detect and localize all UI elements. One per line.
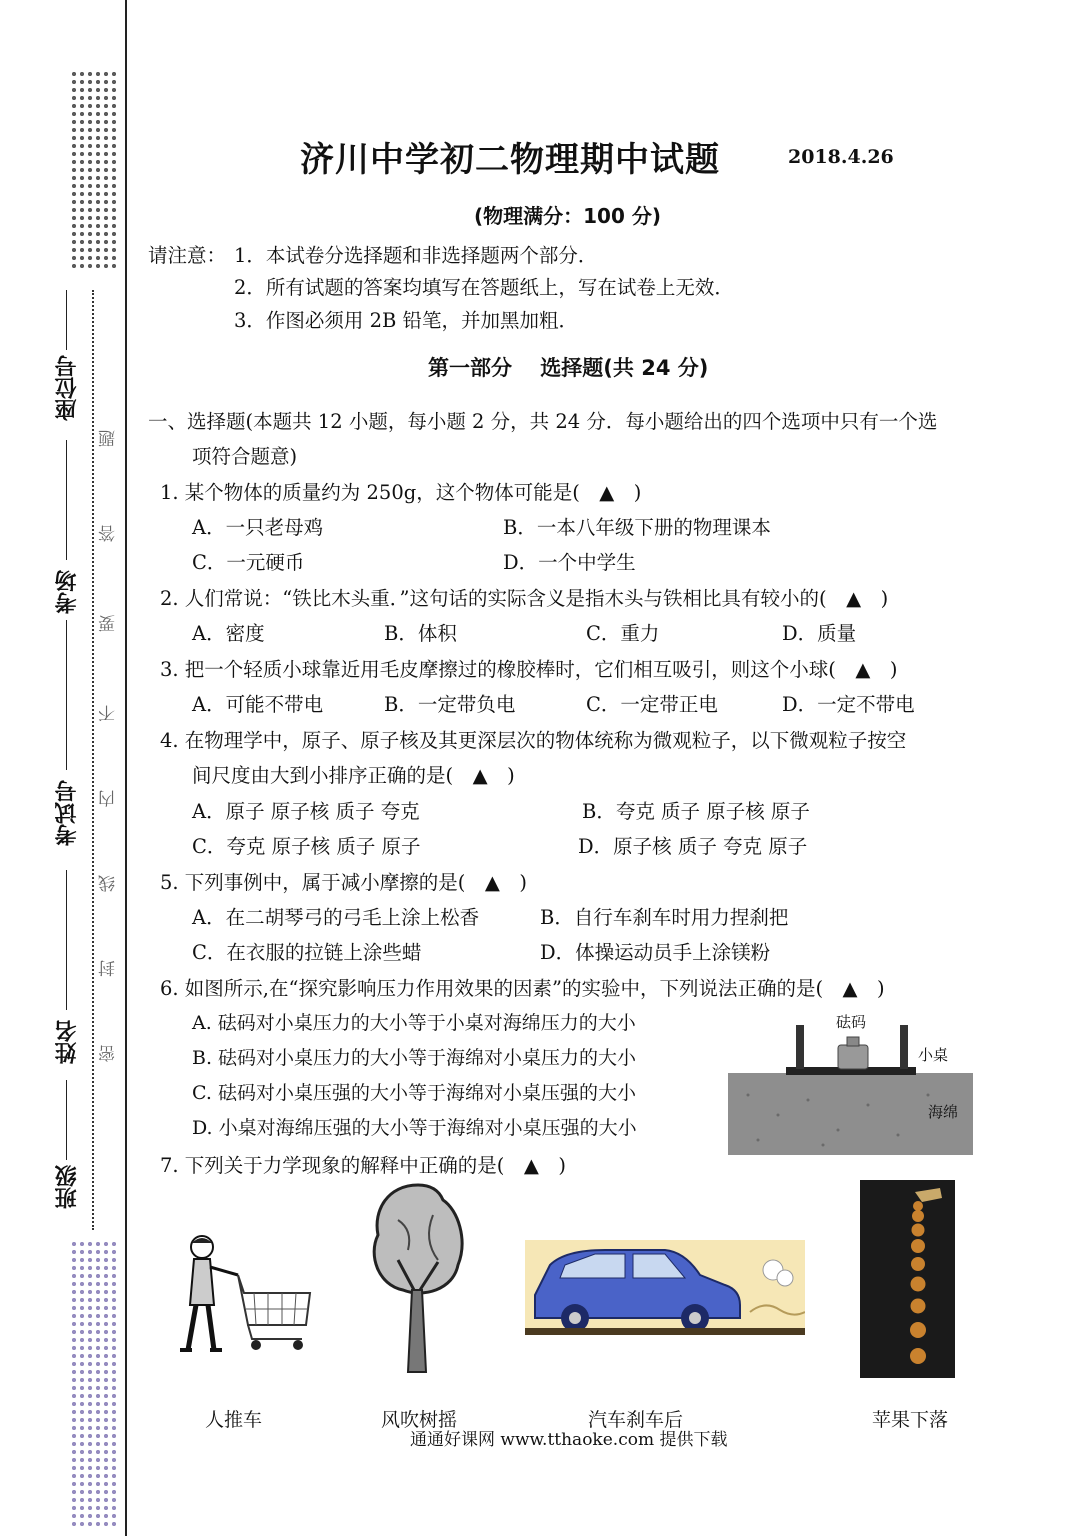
label-seat-number: 座位号 [55, 355, 80, 421]
notice-lead: 请注意： [148, 244, 227, 267]
label-name: 姓名 [55, 1020, 80, 1064]
margin-pattern-bottom [70, 1240, 118, 1530]
seal-hint-char: 线 [99, 875, 119, 892]
option: B．夸克 质子 原子核 原子 [582, 800, 810, 823]
seal-hint-char: 要 [99, 615, 119, 632]
option: B. 砝码对小桌压力的大小等于海绵对小桌压力的大小 [192, 1047, 637, 1069]
option: A．一只老母鸡 [192, 516, 324, 539]
seal-hint-char: 不 [99, 705, 119, 722]
seal-hint-char: 密 [99, 1045, 119, 1062]
seal-hint-char: 答 [99, 525, 119, 542]
examno-underline [66, 620, 67, 770]
question-stem: 4. 在物理学中，原子、原子核及其更深层次的物体统称为微观粒子，以下微观粒子按空 [160, 729, 907, 752]
question-stem: 1. 某个物体的质量约为 250g，这个物体可能是( ▲ ) [160, 481, 642, 504]
exam-date: 2018.4.26 [788, 146, 894, 168]
class-underline [66, 1080, 67, 1160]
option: B．体积 [384, 622, 457, 645]
option: D．原子核 质子 夸克 原子 [578, 835, 808, 858]
option: B．一定带负电 [384, 693, 516, 716]
full-score: (物理满分：100 分) [474, 204, 661, 228]
option: A．原子 原子核 质子 夸克 [192, 800, 420, 823]
table-leg [900, 1025, 908, 1069]
option: C．一元硬币 [192, 551, 305, 574]
notice-item: 1．本试卷分选择题和非选择题两个部分． [234, 244, 598, 267]
car-braking-figure [525, 1240, 805, 1335]
notice-item: 2．所有试题的答案均填写在答题纸上，写在试卷上无效． [234, 276, 734, 299]
option: C．夸克 原子核 质子 原子 [192, 835, 421, 858]
part-intro-cont: 项符合题意) [192, 445, 298, 468]
option: A．可能不带电 [192, 693, 324, 716]
question-stem: 6. 如图所示,在“探究影响压力作用效果的因素”的实验中，下列说法正确的是( ▲ ) [160, 977, 885, 1000]
option: D．一个中学生 [503, 551, 636, 574]
section-title: 第一部分 选择题(共 24 分) [428, 356, 709, 380]
table-leg [796, 1025, 804, 1069]
name-underline [66, 870, 67, 1010]
figure-caption: 风吹树摇 [381, 1409, 458, 1431]
binding-margin [0, 0, 130, 1536]
figure-caption: 汽车刹车后 [588, 1409, 684, 1431]
option: D．一定不带电 [782, 693, 915, 716]
option: C．在衣服的拉链上涂些蜡 [192, 941, 422, 964]
seal-hint-char: 内 [99, 790, 119, 807]
option: C．一定带正电 [586, 693, 718, 716]
label-exam-number: 考试号 [55, 780, 80, 846]
tree-in-wind-figure [368, 1180, 468, 1375]
option: D．体操运动员手上涂镁粉 [540, 941, 771, 964]
person-pushing-cart-figure [170, 1235, 320, 1360]
label-exam-room: 考场 [55, 570, 80, 614]
footer-source: 通通好课网 www.tthaoke.com 提供下载 [410, 1430, 728, 1450]
question-stem: 5. 下列事例中，属于减小摩擦的是( ▲ ) [160, 871, 528, 894]
option: C. 砝码对小桌压强的大小等于海绵对小桌压强的大小 [192, 1082, 636, 1104]
seat-underline [66, 290, 67, 350]
part-intro: 一、选择题(本题共 12 小题，每小题 2 分，共 24 分．每小题给出的四个选项中只有一个选 [148, 410, 938, 433]
label-weight: 砝码 [836, 1013, 867, 1031]
seal-line [92, 290, 94, 1230]
margin-rule [125, 0, 127, 1536]
question-stem-cont: 间尺度由大到小排序正确的是( ▲ ) [192, 764, 515, 787]
option: B．一本八年级下册的物理课本 [503, 516, 771, 539]
option: D．质量 [782, 622, 857, 645]
option: A．在二胡琴弓的弓毛上涂上松香 [192, 906, 480, 929]
question-stem: 3. 把一个轻质小球靠近用毛皮摩擦过的橡胶棒时，它们相互吸引，则这个小球( ▲ ) [160, 658, 898, 681]
weight [838, 1045, 868, 1069]
exam-title: 济川中学初二物理期中试题 [300, 140, 720, 180]
label-table: 小桌 [918, 1046, 949, 1064]
label-class: 班级 [55, 1165, 80, 1209]
room-underline [66, 440, 67, 560]
option: A. 砝码对小桌压力的大小等于小桌对海绵压力的大小 [192, 1012, 636, 1034]
label-sponge: 海绵 [928, 1103, 959, 1121]
option: A．密度 [192, 622, 265, 645]
seal-hint-char: 封 [99, 960, 119, 977]
question-stem: 2. 人们常说：“铁比木头重．”这句话的实际含义是指木头与铁相比具有较小的( ▲ ) [160, 587, 889, 610]
apple-falling-figure [860, 1180, 955, 1378]
figure-caption: 人推车 [205, 1409, 263, 1431]
question-stem: 7. 下列关于力学现象的解释中正确的是( ▲ ) [160, 1154, 567, 1177]
notice-item: 3．作图必须用 2B 铅笔，并加黑加粗． [234, 309, 579, 332]
seal-hint-char: 题 [99, 430, 119, 447]
sponge-table-figure [728, 1005, 973, 1155]
weight-knob [847, 1037, 859, 1046]
option: B．自行车刹车时用力捏刹把 [540, 906, 789, 929]
margin-pattern-top [70, 70, 118, 270]
option: D. 小桌对海绵压强的大小等于海绵对小桌压强的大小 [192, 1117, 637, 1139]
figure-caption: 苹果下落 [872, 1409, 949, 1431]
option: C．重力 [586, 622, 660, 645]
